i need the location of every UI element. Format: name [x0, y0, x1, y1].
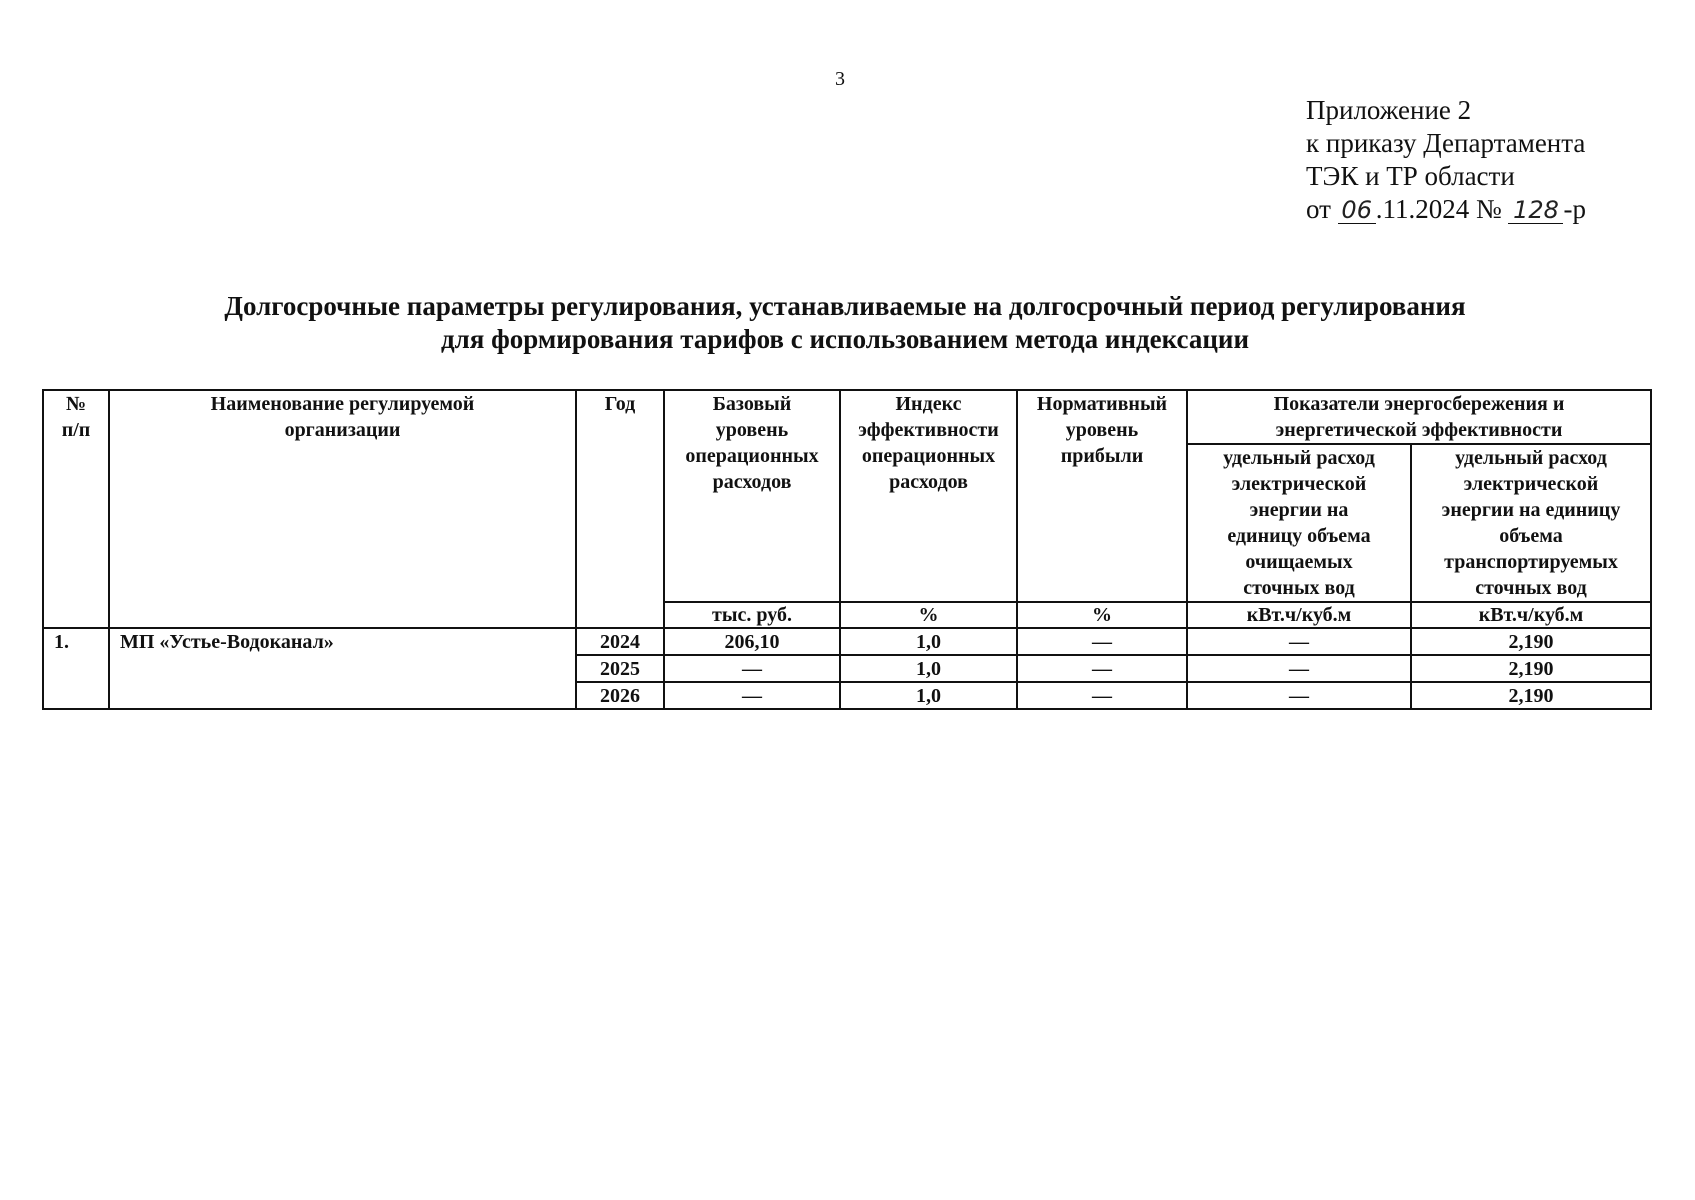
row-energy-transported: 2,190 — [1411, 682, 1651, 709]
title-line-2: для формирования тарифов с использованием метода индексации — [440, 324, 1250, 354]
row-energy-treated: — — [1187, 682, 1411, 709]
row-energy-transported: 2,190 — [1411, 628, 1651, 655]
row-energy-transported: 2,190 — [1411, 655, 1651, 682]
row-index: 1,0 — [840, 655, 1017, 682]
row-year: 2025 — [576, 655, 664, 682]
header-efficiency-index: Индекс эффективности операционных расходов — [840, 390, 1017, 602]
appendix-line-3: ТЭК и ТР области — [1306, 161, 1515, 191]
unit-profit: % — [1017, 602, 1187, 628]
document-title — [100, 290, 1590, 356]
row-index: 1,0 — [840, 628, 1017, 655]
row-base: — — [664, 682, 840, 709]
page-number: 3 — [835, 68, 845, 90]
appendix-date-line — [1306, 193, 1586, 226]
header-energy-group: Показатели энергосбережения и энергетической эффективности — [1187, 390, 1651, 444]
row-profit: — — [1017, 655, 1187, 682]
parameters-table — [42, 389, 1652, 710]
row-year: 2024 — [576, 628, 664, 655]
row-year: 2026 — [576, 682, 664, 709]
unit-base: тыс. руб. — [664, 602, 840, 628]
unit-index: % — [840, 602, 1017, 628]
appendix-line-1: Приложение 2 — [1306, 95, 1472, 125]
row-index: 1,0 — [840, 682, 1017, 709]
unit-energy-transported: кВт.ч/куб.м — [1411, 602, 1651, 628]
row-energy-treated: — — [1187, 655, 1411, 682]
header-base-level: Базовый уровень операционных расходов — [664, 390, 840, 602]
row-base: — — [664, 655, 840, 682]
date-prefix: от — [1306, 194, 1331, 224]
appendix-line-2: к приказу Департамента — [1306, 128, 1586, 158]
row-base: 206,10 — [664, 628, 840, 655]
header-energy-transported: удельный расход электрической энергии на единицу объема транспортируемых сточных вод — [1411, 444, 1651, 602]
title-line-1: Долгосрочные параметры регулирования, устанавливаемые на долгосрочный период регулирования — [224, 291, 1466, 321]
row-profit: — — [1017, 682, 1187, 709]
table-row — [43, 628, 1651, 655]
row-energy-treated: — — [1187, 628, 1411, 655]
order-suffix: -р — [1563, 194, 1586, 224]
header-num: № п/п — [43, 390, 109, 628]
header-profit-level: Нормативный уровень прибыли — [1017, 390, 1187, 602]
org-number: 1. — [43, 628, 109, 709]
date-day-handwritten: 06 — [1338, 197, 1376, 224]
header-energy-treated: удельный расход электрической энергии на единицу объема очищаемых сточных вод — [1187, 444, 1411, 602]
unit-energy-treated: кВт.ч/куб.м — [1187, 602, 1411, 628]
order-number-handwritten: 128 — [1508, 197, 1563, 224]
appendix-block — [1306, 94, 1586, 226]
header-org-name: Наименование регулируемой организации — [109, 390, 576, 628]
date-rest: .11.2024 № — [1375, 194, 1502, 224]
org-name: МП «Устье-Водоканал» — [109, 628, 576, 709]
row-profit: — — [1017, 628, 1187, 655]
header-year: Год — [576, 390, 664, 628]
